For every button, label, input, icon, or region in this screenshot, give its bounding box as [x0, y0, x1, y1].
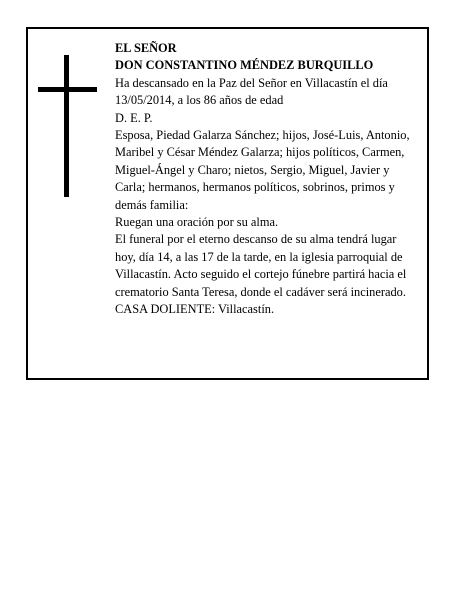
cross-vertical-bar — [64, 55, 69, 197]
mourning-house: CASA DOLIENTE: Villacastín. — [115, 302, 275, 317]
notice-title-line1: EL SEÑOR — [115, 41, 177, 55]
family-list: Esposa, Piedad Galarza Sánchez; hijos, José-Luis, Antonio, Maribel y César Méndez Galarza; hijos políticos, Carmen, Miguel-Ángel y Charo; nietos, Sergio, Miguel, Javier y Carla; hermanos, hermanos políticos, sobrinos, primos y demás familia: — [115, 128, 410, 212]
cross-horizontal-bar — [38, 87, 97, 92]
death-info: Ha descansado en la Paz del Señor en Villacastín el día 13/05/2014, a los 86 años de edad — [115, 75, 388, 108]
dep-text: D. E. P. — [115, 110, 153, 125]
obituary-notice — [26, 27, 429, 380]
notice-text — [115, 40, 420, 319]
cross-icon — [38, 55, 98, 200]
prayer-request: Ruegan una oración por su alma. — [115, 215, 279, 230]
deceased-name: DON CONSTANTINO MÉNDEZ BURQUILLO — [115, 58, 374, 73]
funeral-details: El funeral por el eterno descanso de su alma tendrá lugar hoy, día 14, a las 17 de la tarde, en la iglesia parroquial de Villacastín. Acto seguido el cortejo fúnebre partirá hacia el crematorio Santa Teresa, donde el cadáver será incinerado. — [115, 232, 407, 299]
